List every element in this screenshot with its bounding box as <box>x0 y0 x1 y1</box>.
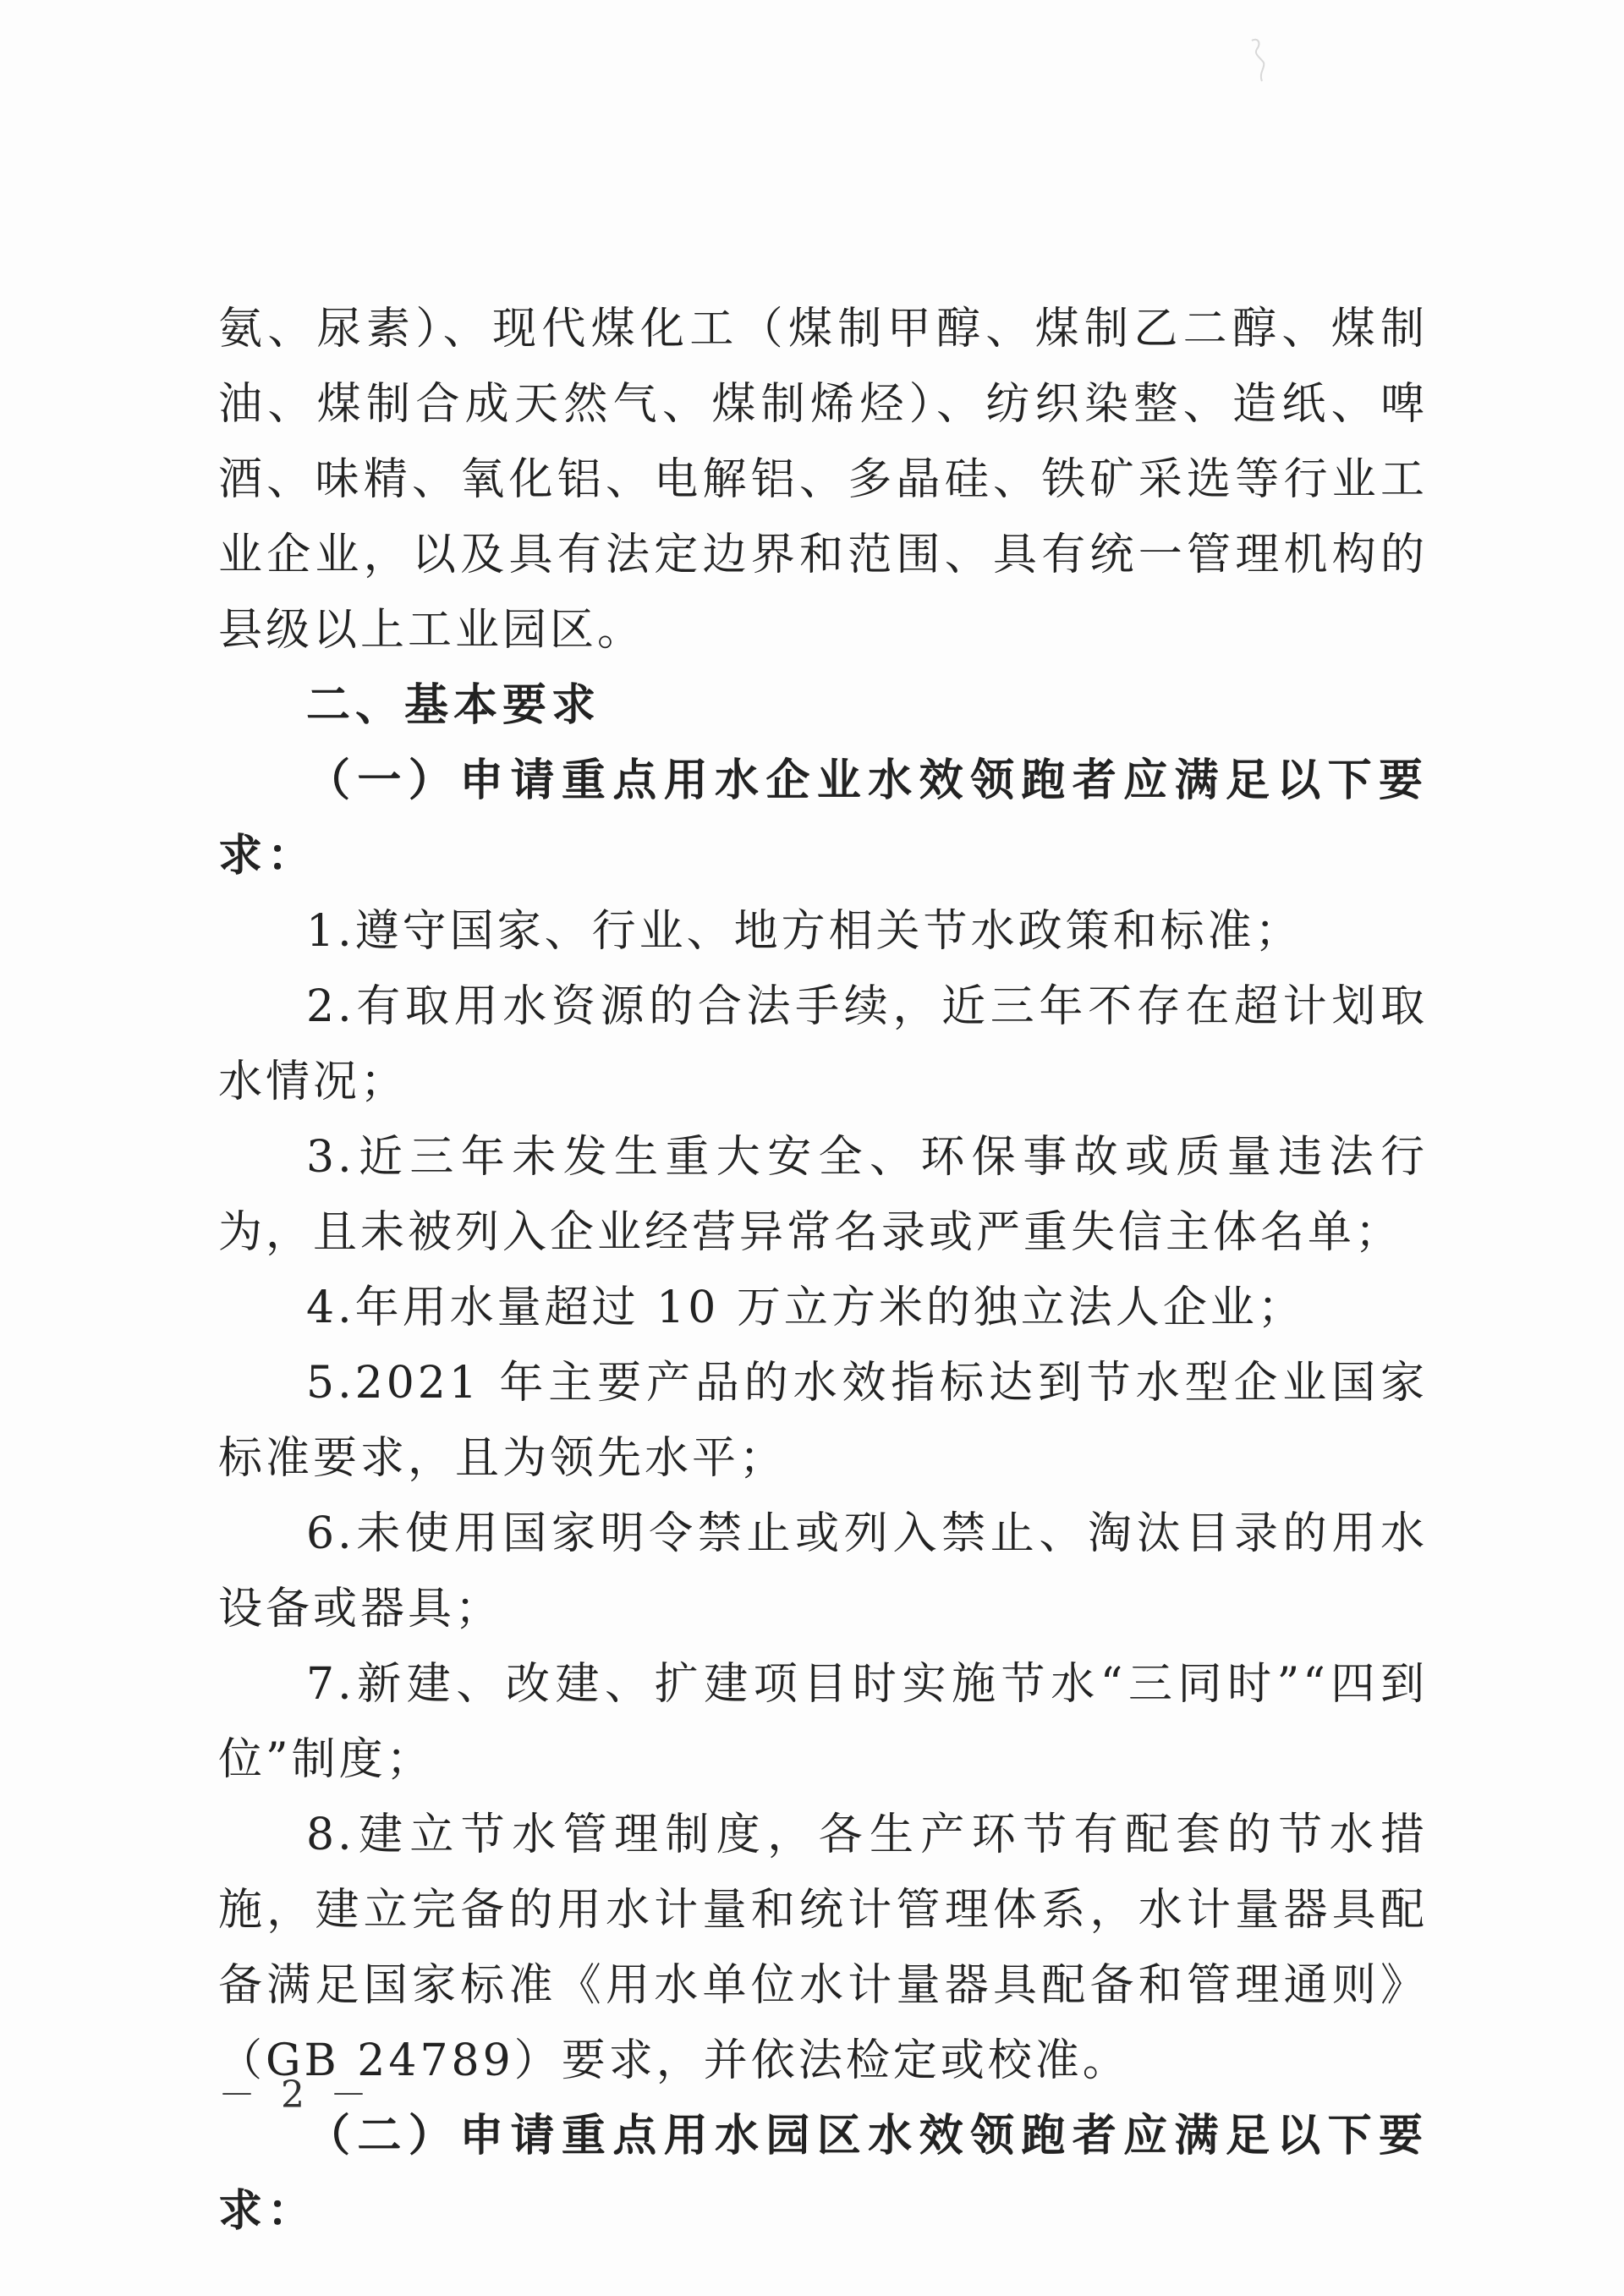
section-heading-basic-requirements: 二、基本要求 <box>306 680 601 731</box>
document-body <box>218 292 1428 2249</box>
list-item-8: 8.建立节水管理制度，各生产环节有配套的节水措施，建立完备的用水计量和统计管理体系，水计量器具配备满足国家标准《用水单位水计量器具配备和管理通则》（GB 24789）要求，并依法检定或校准。 <box>218 1810 1428 2086</box>
list-item-4: 4.年用水量超过 10 万立方米的独立法人企业； <box>306 1283 1305 1333</box>
list-item-6: 6.未使用国家明令禁止或列入禁止、淘汰目录的用水设备或器具； <box>218 1508 1428 1634</box>
subheading-enterprise-requirements: （一）申请重点用水企业水效领跑者应满足以下要求： <box>218 755 1428 882</box>
page-number: － 2 － <box>218 2074 374 2117</box>
list-item-1: 1.遵守国家、行业、地方相关节水政策和标准； <box>306 906 1303 957</box>
list-item-3: 3.近三年未发生重大安全、环保事故或质量违法行为，且未被列入企业经营异常名录或严重失信主体名单； <box>218 1132 1428 1258</box>
subheading-park-requirements: （二）申请重点用水园区水效领跑者应满足以下要求： <box>218 2111 1428 2237</box>
list-item-2: 2.有取用水资源的合法手续，近三年不存在超计划取水情况； <box>218 981 1428 1107</box>
scan-mark-icon <box>1242 34 1276 93</box>
list-item-5: 5.2021 年主要产品的水效指标达到节水型企业国家标准要求，且为领先水平； <box>218 1358 1428 1484</box>
paragraph-scope-continued: 氨、尿素）、现代煤化工（煤制甲醇、煤制乙二醇、煤制油、煤制合成天然气、煤制烯烃）、纺织染整、造纸、啤酒、味精、氧化铝、电解铝、多晶硅、铁矿采选等行业工业企业，以及具有法定边界和范围、具有统一管理机构的县级以上工业园区。 <box>218 304 1428 656</box>
list-item-7: 7.新建、改建、扩建项目时实施节水“三同时”“四到位”制度； <box>218 1659 1428 1785</box>
